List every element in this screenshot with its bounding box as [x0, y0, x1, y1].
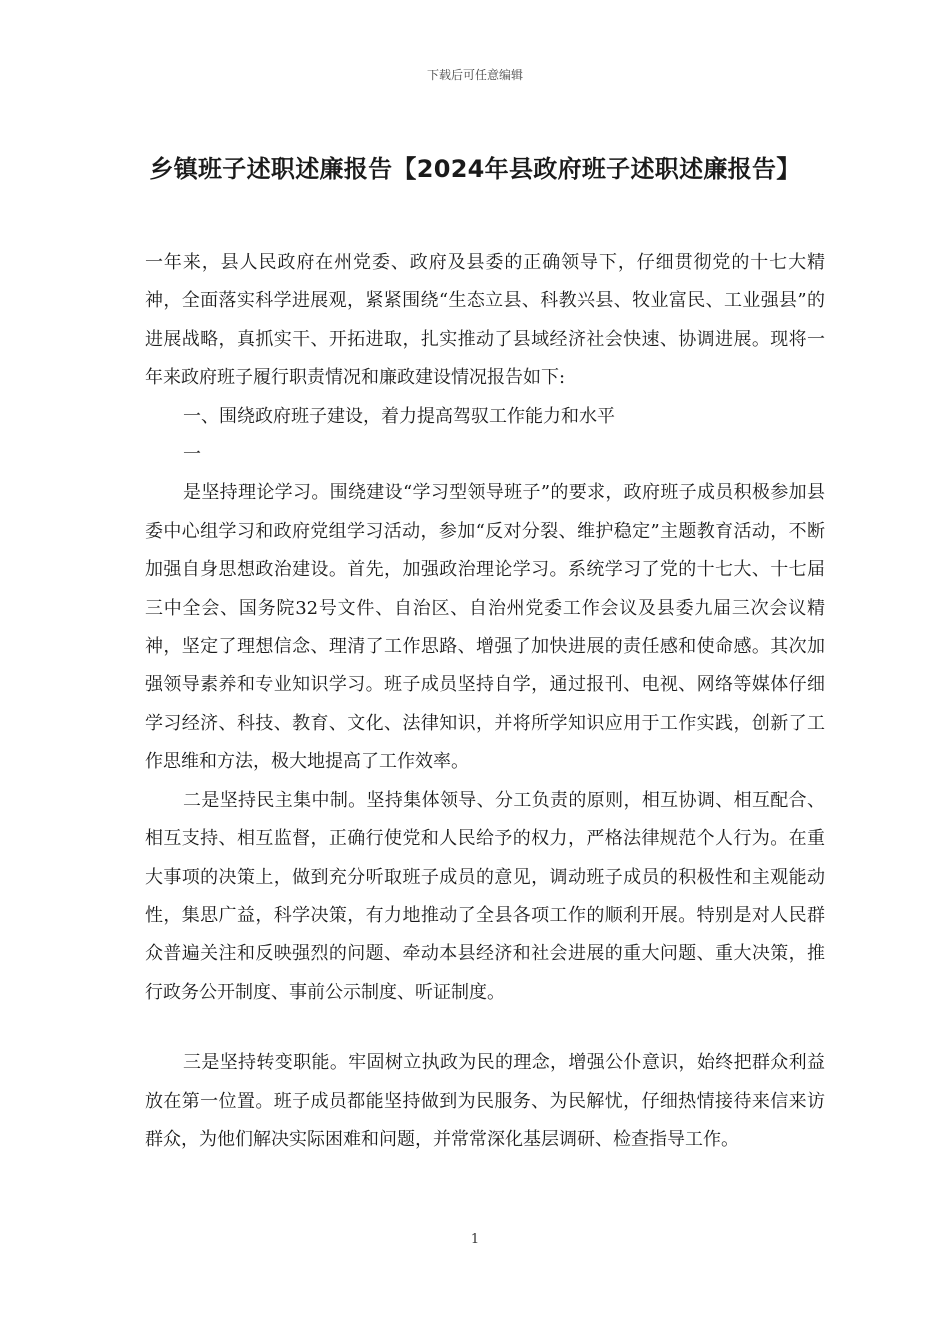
download-note: 下载后可任意编辑	[426, 68, 523, 82]
section-marker: 一	[183, 444, 201, 466]
intro-paragraph: 一年来，县人民政府在州党委、政府及县委的正确领导下，仔细贯彻党的十七大精神，全面落实科学进展观，紧紧围绕“生态立县、科教兴县、牧业富民、工业强县”的进展战略，真抓实干、开拓进取，扎实推动了县域经济社会快速、协调进展。现将一年来政府班子履行职责情况和廉政建设情况报告如下:	[145, 252, 825, 389]
document-body	[145, 244, 825, 1159]
section-heading: 一、围绕政府班子建设，着力提高驾驭工作能力和水平	[183, 405, 615, 427]
page-number: 1	[470, 1232, 480, 1247]
paragraph-function-transformation: 三是坚持转变职能。牢固树立执政为民的理念，增强公仆意识，始终把群众利益放在第一位置。班子成员都能坚持做到为民服务、为民解忧，仔细热情接待来信来访群众，为他们解决实际困难和问题，并常常深化基层调研、检查指导工作。	[145, 1052, 825, 1150]
paragraph-theory-study: 是坚持理论学习。围绕建设“学习型领导班子”的要求，政府班子成员积极参加县委中心组学习和政府党组学习活动，参加“反对分裂、维护稳定”主题教育活动，不断加强自身思想政治建设。首先，加强政治理论学习。系统学习了党的十七大、十七届三中全会、国务院32号文件、自治区、自治州党委工作会议及县委九届三次会议精神，坚定了理想信念、理清了工作思路、增强了加快进展的责任感和使命感。其次加强领导素养和专业知识学习。班子成员坚持自学，通过报刊、电视、网络等媒体仔细学习经济、科技、教育、文化、法律知识，并将所学知识应用于工作实践，创新了工作思维和方法，极大地提高了工作效率。	[145, 482, 825, 773]
paragraph-democratic-centralism: 二是坚持民主集中制。坚持集体领导、分工负责的原则，相互协调、相互配合、相互支持、相互监督，正确行使党和人民给予的权力，严格法律规范个人行为。在重大事项的决策上，做到充分听取班子成员的意见，调动班子成员的积极性和主观能动性，集思广益，科学决策，有力地推动了全县各项工作的顺利开展。特别是对人民群众普遍关注和反映强烈的问题、牵动本县经济和社会进展的重大问题、重大决策，推行政务公开制度、事前公示制度、听证制度。	[145, 789, 825, 1003]
paragraph-spacer	[145, 1012, 825, 1044]
document-title: 乡镇班子述职述廉报告【2024年县政府班子述职述廉报告】	[149, 155, 801, 183]
